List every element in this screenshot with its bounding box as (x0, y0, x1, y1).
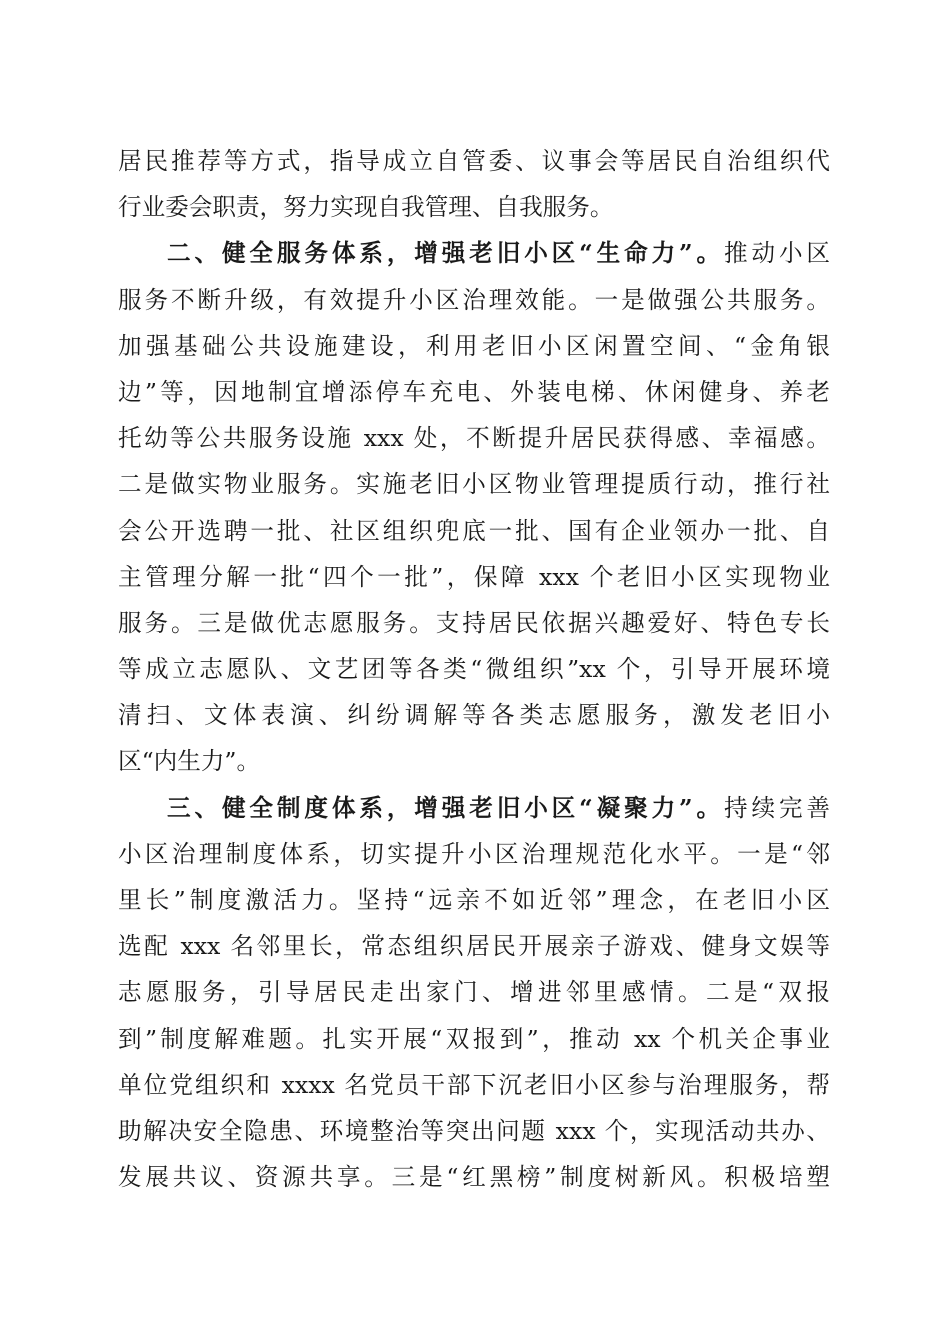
text-line: 到”制度解难题。扎实开展“双报到”，推动 xx 个机关企事业 (118, 1024, 830, 1053)
text-line: 加强基础公共设施建设，利用老旧小区闲置空间、“金角银 (118, 331, 830, 360)
paragraph-2-first-line (118, 230, 830, 276)
text-line: 服务不断升级，有效提升小区治理效能。一是做强公共服务。 (118, 285, 830, 314)
text-line: 小区治理制度体系，切实提升小区治理规范化水平。一是“邻 (118, 839, 830, 868)
text-line: 主管理分解一批“四个一批”，保障 xxx 个老旧小区实现物业 (118, 562, 830, 591)
text-line: 居民推荐等方式，指导成立自管委、议事会等居民自治组织代 (118, 147, 830, 175)
text-line: 服务。三是做优志愿服务。支持居民依据兴趣爱好、特色专长 (118, 608, 830, 637)
text-line: 边”等，因地制宜增添停车充电、外装电梯、休闲健身、养老 (118, 377, 830, 406)
text-line: 发展共议、资源共享。三是“红黑榜”制度树新风。积极培塑 (118, 1163, 830, 1192)
text-fragment: 持续完善 (723, 793, 831, 822)
text-line: 里长”制度激活力。坚持“远亲不如近邻”理念，在老旧小区 (118, 886, 830, 914)
document-body (118, 138, 830, 1200)
text-line: 清扫、文体表演、纠纷调解等各类志愿服务，激发老旧小 (118, 701, 830, 730)
text-line: 选配 xxx 名邻里长，常态组织居民开展亲子游戏、健身文娱等 (118, 932, 830, 961)
text-line: 区“内生力”。 (118, 747, 261, 776)
text-line: 托幼等公共服务设施 xxx 处，不断提升居民获得感、幸福感。 (118, 424, 830, 453)
section-heading-3: 三、健全制度体系，增强老旧小区“凝聚力”。 (167, 793, 724, 822)
text-line: 等成立志愿队、文艺团等各类“微组织”xx 个，引导开展环境 (118, 655, 830, 684)
section-heading-2: 二、健全服务体系，增强老旧小区“生命力”。 (167, 239, 724, 268)
text-line: 会公开选聘一批、社区组织兜底一批、国有企业领办一批、自 (118, 516, 830, 545)
text-line: 单位党组织和 xxxx 名党员干部下沉老旧小区参与治理服务，帮 (118, 1070, 830, 1099)
text-line: 志愿服务，引导居民走出家门、增进邻里感情。二是“双报 (118, 978, 830, 1007)
text-line: 二是做实物业服务。实施老旧小区物业管理提质行动，推行社 (118, 470, 830, 499)
text-fragment: 推动小区 (723, 239, 831, 268)
text-line: 行业委会职责，努力实现自我管理、自我服务。 (118, 193, 614, 222)
paragraph-3-first-line (118, 785, 830, 831)
text-line: 助解决安全隐患、环境整治等突出问题 xxx 个，实现活动共办、 (118, 1116, 830, 1145)
